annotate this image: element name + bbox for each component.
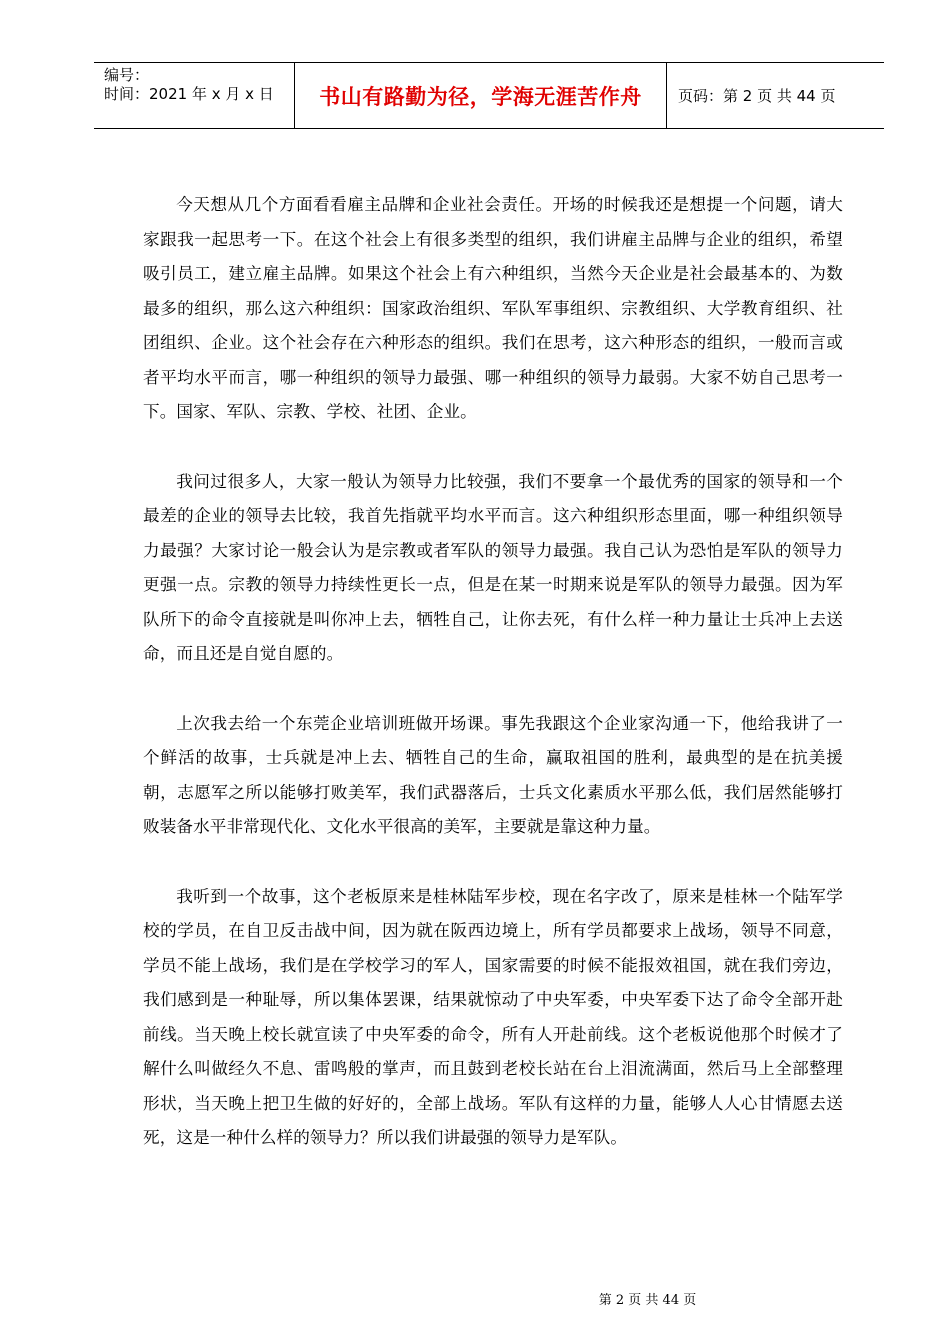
page-footer: 第 2 页 共 44 页 xyxy=(598,1293,697,1308)
time-label: 时间：2021 年 x 月 x 日 xyxy=(104,85,274,103)
header-left-cell xyxy=(104,66,274,104)
header-table xyxy=(94,62,884,129)
header-page-info: 页码：第 2 页 共 44 页 xyxy=(678,87,836,105)
paragraph: 上次我去给一个东莞企业培训班做开场课。事先我跟这个企业家沟通一下，他给我讲了一个鲜活的故事，士兵就是冲上去、牺牲自己的生命，赢取祖国的胜利，最典型的是在抗美援朝，志愿军之所以能够打败美军，我们武器落后，士兵文化素质水平那么低，我们居然能够打败装备水平非常现代化、文化水平很高的美军，主要就是靠这种力量。 xyxy=(143,713,843,836)
header-divider xyxy=(666,62,667,129)
document-body xyxy=(143,188,843,1191)
paragraph: 今天想从几个方面看看雇主品牌和企业社会责任。开场的时候我还是想提一个问题，请大家跟我一起思考一下。在这个社会上有很多类型的组织，我们讲雇主品牌与企业的组织，希望吸引员工，建立雇主品牌。如果这个社会上有六种组织，当然今天企业是社会最基本的、为数最多的组织，那么这六种组织：国家政治组织、军队军事组织、宗教组织、大学教育组织、社团组织、企业。这个社会存在六种形态的组织。我们在思考，这六种形态的组织，一般而言或者平均水平而言，哪一种组织的领导力最强、哪一种组织的领导力最弱。大家不妨自己思考一下。国家、军队、宗教、学校、社团、企业。 xyxy=(143,195,843,421)
paragraph: 我问过很多人，大家一般认为领导力比较强，我们不要拿一个最优秀的国家的领导和一个最差的企业的领导去比较，我首先指就平均水平而言。这六种组织形态里面，哪一种组织领导力最强？大家讨论一般会认为是宗教或者军队的领导力最强。我自己认为恐怕是军队的领导力更强一点。宗教的领导力持续性更长一点，但是在某一时期来说是军队的领导力最强。因为军队所下的命令直接就是叫你冲上去，牺牲自己，让你去死，有什么样一种力量让士兵冲上去送命，而且还是自觉自愿的。 xyxy=(143,471,843,663)
paragraph: 我听到一个故事，这个老板原来是桂林陆军步校，现在名字改了，原来是桂林一个陆军学校的学员，在自卫反击战中间，因为就在阪西边境上，所有学员都要求上战场，领导不同意，学员不能上战场，我们是在学校学习的军人，国家需要的时候不能报效祖国，就在我们旁边，我们感到是一种耻辱，所以集体罢课，结果就惊动了中央军委，中央军委下达了命令全部开赴前线。当天晚上校长就宣读了中央军委的命令，所有人开赴前线。这个老板说他那个时候才了解什么叫做经久不息、雷鸣般的掌声，而且鼓到老校长站在台上泪流满面，然后马上全部整理形状，当天晚上把卫生做的好好的，全部上战场。军队有这样的力量，能够人人心甘情愿去送死，这是一种什么样的领导力？所以我们讲最强的领导力是军队。 xyxy=(143,886,843,1147)
serial-number-label: 编号： xyxy=(104,66,150,84)
header-motto: 书山有路勤为径，学海无涯苦作舟 xyxy=(319,84,642,109)
